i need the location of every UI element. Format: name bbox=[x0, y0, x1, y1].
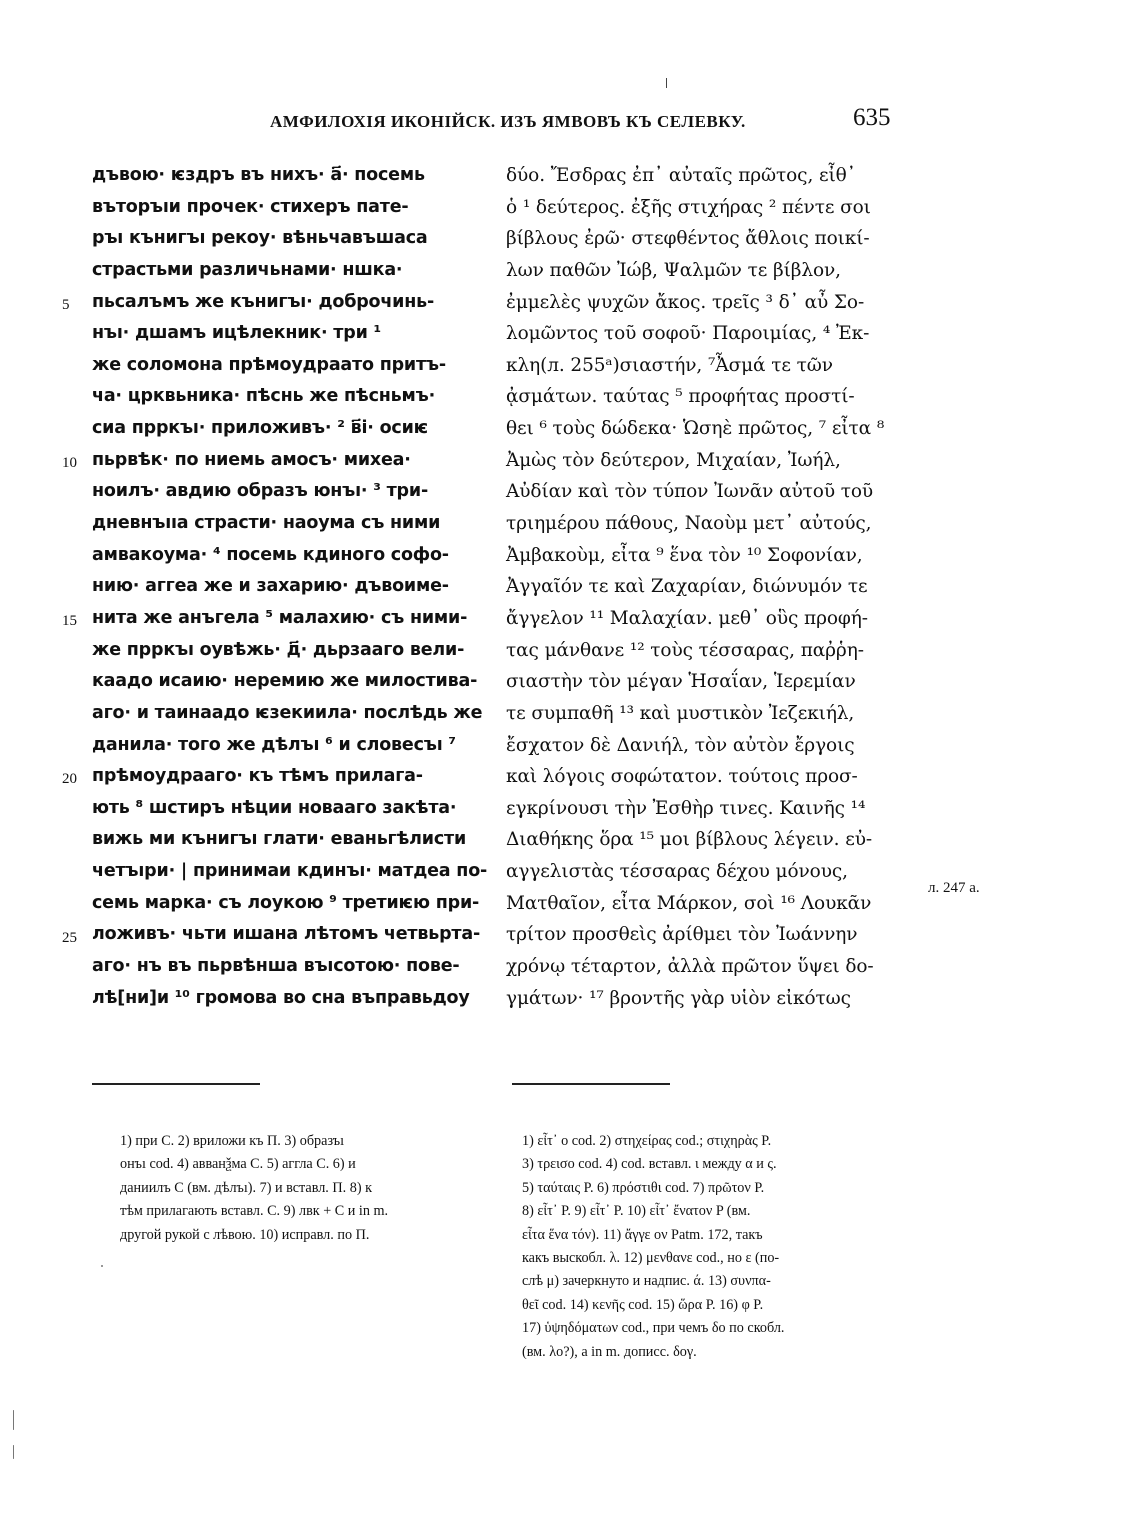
greek-line: ἔσχατον δὲ Δανιήλ, τὸν αὐτὸν ἔργοις bbox=[506, 734, 855, 756]
folio-margin-note: л. 247 а. bbox=[928, 880, 980, 896]
greek-line: Ἀμὼς τὸν δεύτερον, Μιχαίαν, Ἰωήλ, bbox=[506, 449, 841, 471]
footnote-line: даниилъ С (вм. дѣлъı). 7) и вставл. П. 8) к bbox=[120, 1179, 372, 1196]
footnote-line: 17) ὑψηδόματων cod., при чемъ δο по скобл. bbox=[522, 1320, 785, 1337]
slavonic-line: дъвою· ѥздръ въ нихъ· а҃· посемь bbox=[92, 165, 425, 185]
line-number: 10 bbox=[62, 455, 77, 471]
greek-line: Διαθήκης ὅρα ¹⁵ μοι βίβλους λέγειν. εὐ- bbox=[506, 829, 873, 851]
greek-line: σιαστὴν τὸν μέγαν Ἡσαΐαν, Ἱερεμίαν bbox=[506, 671, 856, 693]
slavonic-line: амвакоума· ⁴ посемь кдиного софо- bbox=[92, 544, 449, 565]
running-title: АМФИЛОХІЯ ИКОНІЙСК. ИЗЪ ЯМВОВЪ КЪ СЕЛЕВКУ. bbox=[270, 112, 746, 131]
slavonic-line: каадо исаию· неремию же милостива- bbox=[92, 671, 478, 692]
greek-line: τριημέρου πάθους, Ναοὺμ μετ᾽ αὐτούς, bbox=[506, 513, 872, 535]
greek-line: τας μάνθανε ¹² τοὺς τέσσαρας, παῤῥη- bbox=[506, 639, 864, 661]
footnote-line: 3) τρεισο cod. 4) cod. вставл. ι между α и ς. bbox=[522, 1156, 777, 1173]
slavonic-line: въторъıи прочек· стихеръ пате- bbox=[92, 196, 409, 217]
footnote-line: 1) при С. 2) вриложи къ П. 3) образъı bbox=[120, 1133, 345, 1149]
slavonic-line: четъıри· | принимаи кдинъı· матдеа по- bbox=[92, 861, 488, 882]
church-slavonic-column bbox=[92, 160, 487, 1014]
greek-line: τε συμπαθῆ ¹³ καὶ μυστικὸν Ἰεζεκιήλ, bbox=[506, 702, 855, 724]
line-number: 25 bbox=[62, 930, 77, 946]
footnote-line: слѣ μ) зачеркнуто и надпис. ά. 13) συνπα- bbox=[522, 1273, 771, 1290]
line-number: 5 bbox=[62, 297, 70, 313]
slavonic-line: семь марка· съ лоукою ⁹ третиѥю при- bbox=[92, 892, 480, 913]
greek-line: τρίτον προσθεὶς ἀρίθμει τὸν Ἰωάννην bbox=[506, 924, 858, 946]
greek-column bbox=[506, 160, 906, 1014]
greek-line: χρόνῳ τέταρτον, ἀλλὰ πρῶτον ὕψει δο- bbox=[506, 956, 874, 978]
slavonic-line: же прркъı оувѣжь· д҃· дьрзааго вели- bbox=[92, 639, 465, 660]
slavonic-line: сиа прркъı· приложивъ· ² в҃і· осиѥ bbox=[92, 418, 429, 439]
slavonic-line: ложивъ· чьти ишана лѣтомъ четвьрта- bbox=[92, 924, 481, 945]
greek-line: Ἀμβακοὺμ, εἶτα ⁹ ἕνα τὸν ¹⁰ Σοφονίαν, bbox=[506, 544, 863, 566]
slavonic-line: нъı· дшамъ ицѣлекник· три ¹ bbox=[92, 323, 381, 344]
slavonic-line: нита же анъгела ⁵ малахию· съ ними- bbox=[92, 607, 468, 628]
greek-line: κλη(л. 255ᵃ)σιαστήν, ⁷Ἆσμά τε τῶν bbox=[506, 354, 833, 376]
slavonic-line: ча· црквьника· пѣснь же пѣсньмъ· bbox=[92, 386, 436, 407]
footnote-rule-left bbox=[92, 1083, 260, 1085]
footnotes-greek bbox=[522, 1130, 910, 1364]
slavonic-line: же соломона прѣмоудраато притъ- bbox=[92, 354, 446, 375]
slavonic-line: аго· нъ въ пьрвѣнша въıсотою· пове- bbox=[92, 956, 460, 977]
greek-line: ᾀσμάτων. ταύτας ⁵ προφήτας προστί- bbox=[506, 386, 855, 408]
slavonic-line: пьрвѣк· по ниемь амосъ· михеа· bbox=[92, 449, 411, 470]
greek-line: ὁ ¹ δεύτερος. ἐξῆς στιχήρας ² πέντε σοι bbox=[506, 196, 871, 218]
footnote-line: тѣм прилагають вставл. С. 9) лвк + С и in m. bbox=[120, 1203, 389, 1220]
greek-line: Αὐδίαν καὶ τὸν τύπον Ἰωνᾶν αὐτοῦ τοῦ bbox=[506, 481, 874, 503]
slavonic-line: ръı кънигъı рекоу· вѣньчавъшаса bbox=[92, 228, 428, 249]
footnote-line: онъı cod. 4) авванѯма С. 5) аггла С. 6) и bbox=[120, 1156, 356, 1173]
ink-mark bbox=[666, 78, 667, 88]
greek-line: καὶ λόγοις σοφώτατον. τούτοις προσ- bbox=[506, 766, 858, 788]
paper-speck bbox=[13, 1410, 14, 1430]
line-number: 15 bbox=[62, 613, 77, 629]
greek-line: λομῶντος τοῦ σοφοῦ· Παροιμίας, ⁴ Ἐκ- bbox=[506, 323, 870, 345]
footnote-line: 1) εἶτ᾽ ο cod. 2) στηχείρας cod.; στιχηρὰς P. bbox=[522, 1133, 772, 1149]
greek-line: γμάτων· ¹⁷ βροντῆς γὰρ υἱὸν εἰκότως bbox=[506, 987, 851, 1009]
greek-line: λων παθῶν Ἰώβ, Ψαλμῶν τε βίβλον, bbox=[506, 259, 841, 281]
footnote-line: 5) ταύταις P. 6) πρόστιθι cod. 7) πρῶτον P. bbox=[522, 1179, 765, 1196]
slavonic-line: данила· того же дѣлъı ⁶ и словесъı ⁷ bbox=[92, 734, 456, 755]
line-number: 20 bbox=[62, 771, 77, 787]
greek-line: δύο. Ἔσδρας ἐπ᾽ αὐταῖς πρῶτος, εἶθ᾽ bbox=[506, 165, 856, 186]
footnote-line: θεῖ cod. 14) κενῆς cod. 15) ὥρα P. 16) φ P. bbox=[522, 1296, 764, 1313]
greek-line: Ματθαῖον, εἶτα Μάρκον, σοὶ ¹⁶ Λουκᾶν bbox=[506, 892, 872, 914]
paper-speck bbox=[101, 1265, 103, 1267]
greek-line: θει ⁶ τοὺς δώδεκα· Ὡσηὲ πρῶτος, ⁷ εἶτα ⁸ bbox=[506, 418, 885, 440]
footnote-line: (вм. λο?), а in m. дописс. δογ. bbox=[522, 1343, 697, 1360]
slavonic-line: дневнъııа страсти· наоума съ ними bbox=[92, 513, 441, 534]
slavonic-line: пьсалъмъ же кънигъı· доброчинь- bbox=[92, 291, 435, 312]
slavonic-line: прѣмоудрааго· къ тѣмъ прилага- bbox=[92, 766, 423, 787]
footnote-rule-right bbox=[512, 1083, 670, 1085]
slavonic-line: аго· и таинаадо ѥзекиила· послѣдь же bbox=[92, 702, 483, 723]
footnote-line: другой рукой с лѣвою. 10) исправл. по П. bbox=[120, 1226, 370, 1243]
slavonic-line: вижь ми кънигъı глати· еваньгѣлисти bbox=[92, 829, 467, 850]
slavonic-line: ють ⁸ шстиръ нѣции новааго закѣта· bbox=[92, 797, 457, 818]
paper-speck bbox=[13, 1445, 14, 1459]
greek-line: ἄγγελον ¹¹ Μαλαχίαν. μεθ᾽ οὓς προφή- bbox=[506, 607, 868, 629]
footnote-line: 8) εἶτ᾽ P. 9) εἶτ᾽ P. 10) εἶτ᾽ ἔνατον P (вм. bbox=[522, 1203, 751, 1220]
slavonic-line: лѣ[ни]и ¹⁰ громова во сна въправьдоу bbox=[92, 987, 470, 1008]
greek-line: αγγελιστὰς τέσσαρας δέχου μόνους, bbox=[506, 861, 848, 883]
greek-line: βίβλους ἐρῶ· στεφθέντος ἄθλοις ποικί- bbox=[506, 228, 870, 250]
greek-line: Ἀγγαῖόν τε καὶ Ζαχαρίαν, διώνυμόν τε bbox=[506, 576, 868, 598]
slavonic-line: нию· аггеа же и захарию· дъвоиме- bbox=[92, 576, 449, 597]
page-number: 635 bbox=[853, 104, 891, 131]
footnote-line: какъ выскобл. λ. 12) μενθανε cod., но ε (по- bbox=[522, 1250, 780, 1267]
slavonic-line: страстьми различьнами· ншка· bbox=[92, 259, 403, 280]
greek-line: εγκρίνουσι τὴν Ἐσθὴρ τινες. Καινῆς ¹⁴ bbox=[506, 797, 866, 819]
slavonic-line: ноилъ· авдию образъ юнъı· ³ три- bbox=[92, 481, 429, 502]
footnotes-slavonic bbox=[120, 1130, 492, 1247]
greek-line: ἐμμελὲς ψυχῶν ἄκος. τρεῖς ³ δ᾽ αὖ Σο- bbox=[506, 291, 865, 313]
footnote-line: εἶτα ἕνα τόν). 11) ἄγγε ον Patm. 172, такъ bbox=[522, 1226, 763, 1243]
